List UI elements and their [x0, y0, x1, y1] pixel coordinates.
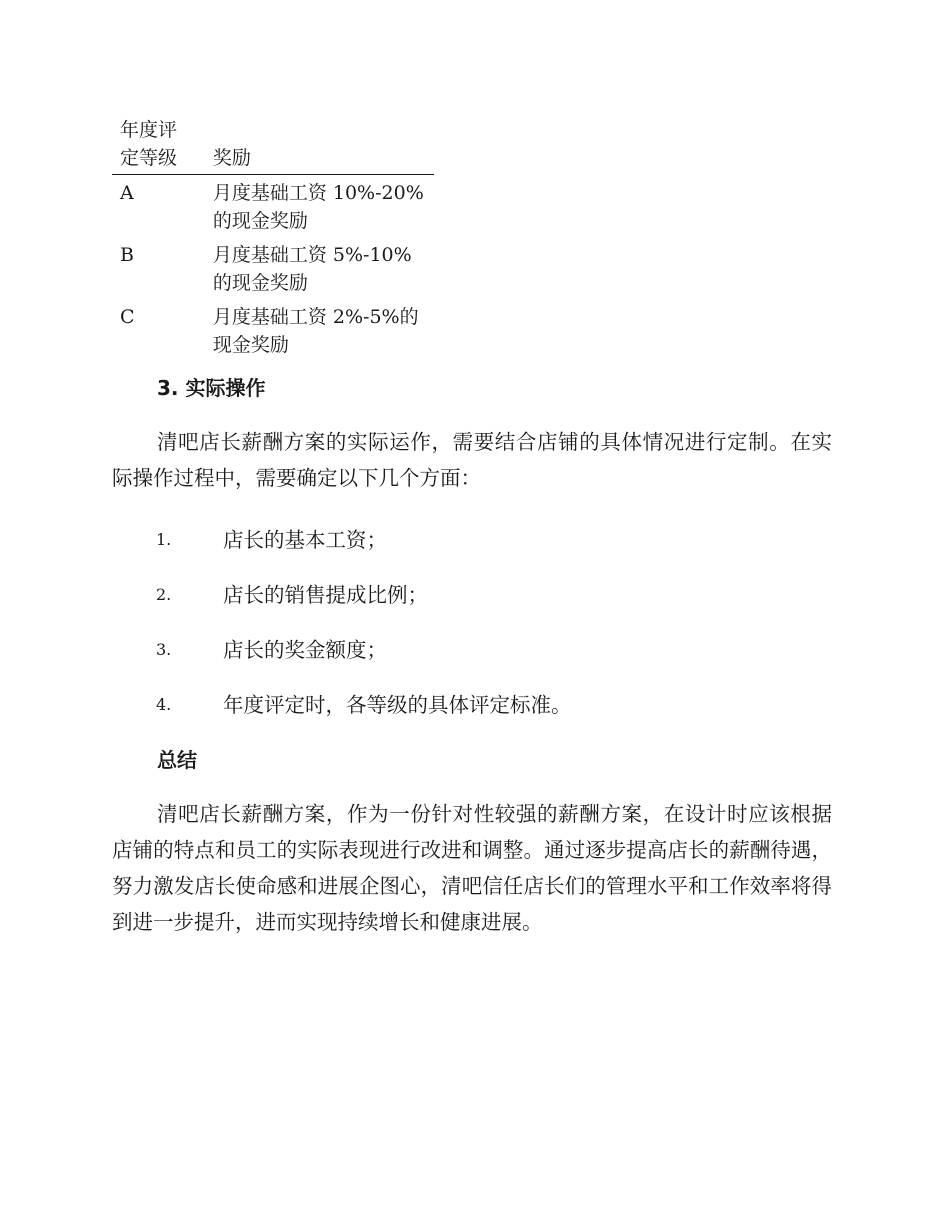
header-grade: 年度评定等级 [112, 116, 205, 175]
list-text: 店长的销售提成比例； [223, 583, 428, 607]
list-number: 2. [156, 585, 172, 604]
list-item [0, 577, 700, 613]
practice-paragraph: 清吧店长薪酬方案的实际运作，需要结合店铺的具体情况进行定制。在实际操作过程中，需要确定以下几个方面： [112, 430, 832, 490]
cell-reward: 月度基础工资 2%-5%的现金奖励 [212, 306, 419, 356]
table-row [112, 237, 434, 299]
header-reward: 奖励 [205, 116, 434, 175]
list-number: 1. [156, 530, 172, 549]
summary-paragraph: 清吧店长薪酬方案，作为一份针对性较强的薪酬方案，在设计时应该根据店铺的特点和员工的实际表现进行改进和调整。通过逐步提高店长的薪酬待遇，努力激发店长使命感和进展企图心，清吧信任店长们的管理水平和工作效率将得到进一步提升，进而实现持续增长和健康进展。 [112, 802, 832, 934]
list-item [0, 687, 700, 723]
table-row [112, 299, 434, 361]
list-number: 4. [156, 695, 172, 714]
table-header-row [112, 116, 434, 175]
cell-grade: C [120, 306, 135, 328]
list-number: 3. [156, 640, 172, 659]
cell-reward: 月度基础工资 5%-10%的现金奖励 [212, 244, 412, 294]
cell-grade: B [120, 244, 134, 266]
table-row [112, 175, 434, 238]
list-text: 店长的基本工资； [223, 528, 387, 552]
section-heading-summary: 总结 [157, 748, 197, 772]
list-item [0, 632, 700, 668]
list-item [0, 522, 700, 558]
list-text: 年度评定时，各等级的具体评定标准。 [223, 693, 572, 717]
grade-reward-table [112, 116, 434, 361]
cell-reward: 月度基础工资 10%-20%的现金奖励 [212, 182, 424, 232]
list-text: 店长的奖金额度； [223, 638, 387, 662]
section-heading-practice: 3. 实际操作 [157, 376, 266, 400]
cell-grade: A [120, 182, 134, 204]
